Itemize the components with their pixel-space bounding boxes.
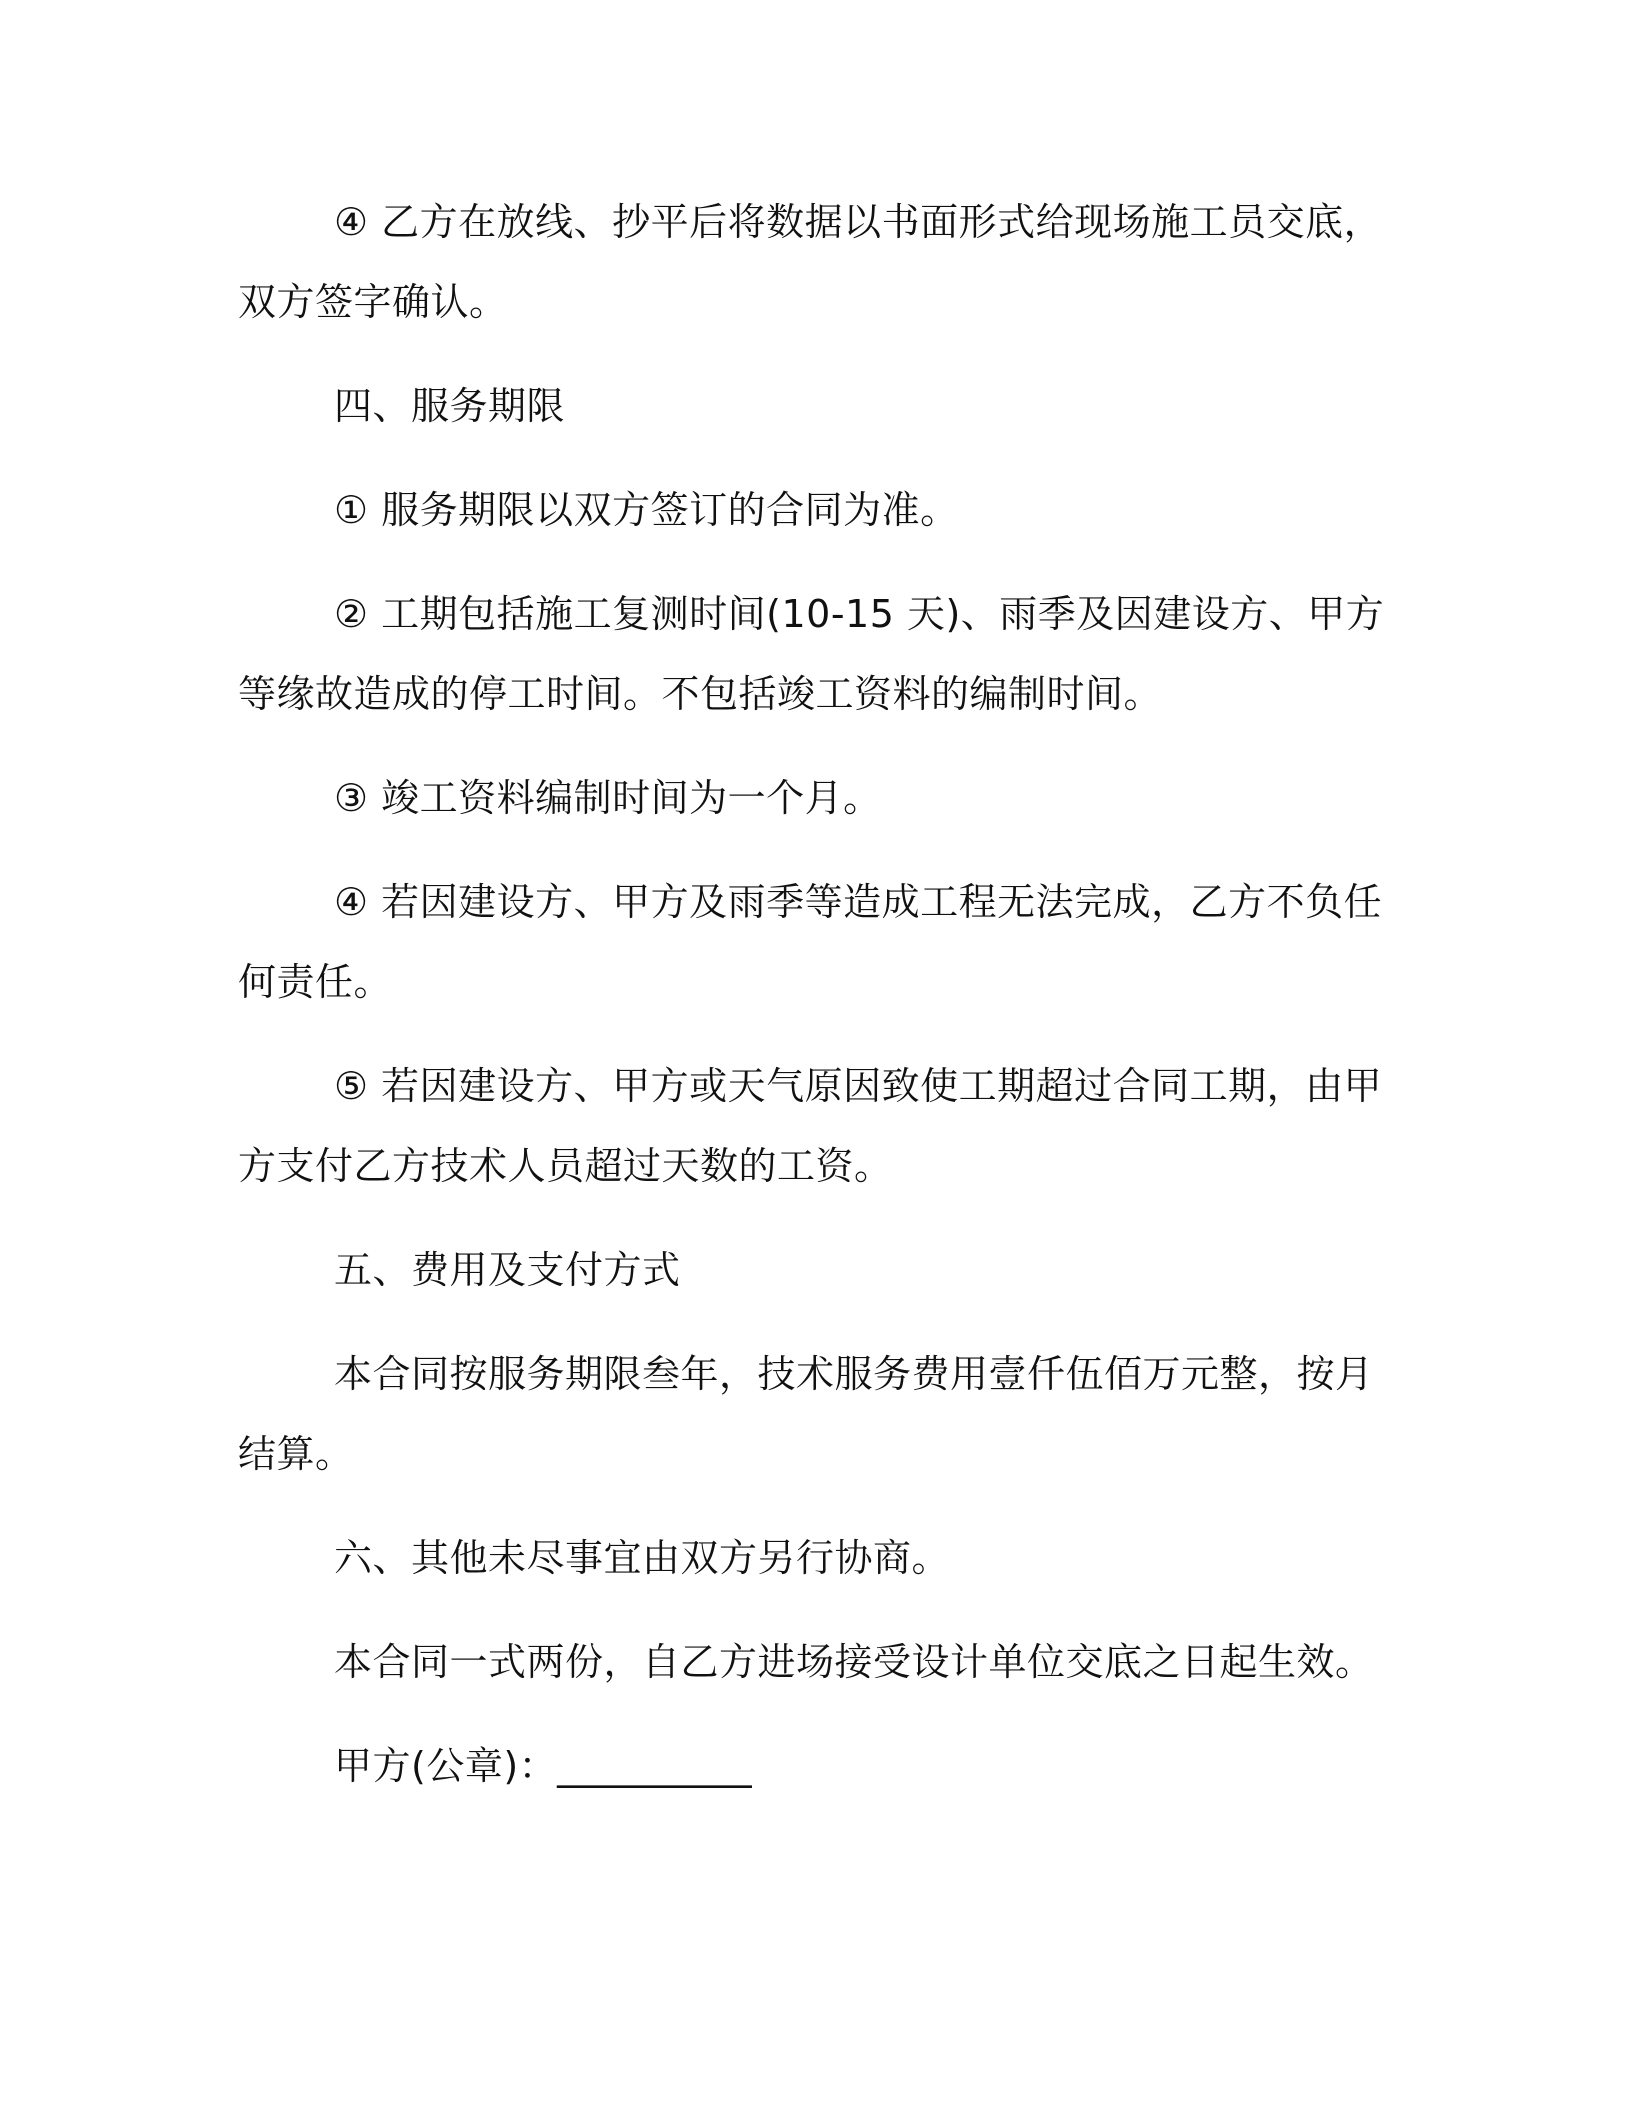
signature-blank: __________ — [557, 1744, 753, 1788]
document-body — [238, 182, 1386, 1806]
signature-line-party-a — [238, 1726, 1386, 1806]
service-period-clause-1: ① 服务期限以双方签订的合同为准。 — [334, 488, 959, 532]
service-period-clause-2: ② 工期包括施工复测时间(10-15 天)、雨季及因建设方、甲方等缘故造成的停工时间。不包括竣工资料的编制时间。 — [238, 592, 1385, 716]
fees-payment-paragraph: 本合同按服务期限叁年，技术服务费用壹仟伍佰万元整，按月结算。 — [238, 1352, 1374, 1476]
signature-label: 甲方(公章)： — [334, 1744, 558, 1788]
service-period-clause-5: ⑤ 若因建设方、甲方或天气原因致使工期超过合同工期，由甲方支付乙方技术人员超过天数的工资。 — [238, 1064, 1383, 1188]
contract-copies-paragraph: 本合同一式两份，自乙方进场接受设计单位交底之日起生效。 — [334, 1640, 1374, 1684]
section-heading-fees-payment: 五、费用及支付方式 — [334, 1248, 681, 1292]
section-heading-other-matters: 六、其他未尽事宜由双方另行协商。 — [334, 1536, 951, 1580]
clause-4-paragraph: ④ 乙方在放线、抄平后将数据以书面形式给现场施工员交底，双方签字确认。 — [238, 200, 1383, 324]
service-period-clause-4: ④ 若因建设方、甲方及雨季等造成工程无法完成，乙方不负任何责任。 — [238, 880, 1383, 1004]
section-heading-service-period: 四、服务期限 — [334, 384, 566, 428]
service-period-clause-3: ③ 竣工资料编制时间为一个月。 — [334, 776, 882, 820]
